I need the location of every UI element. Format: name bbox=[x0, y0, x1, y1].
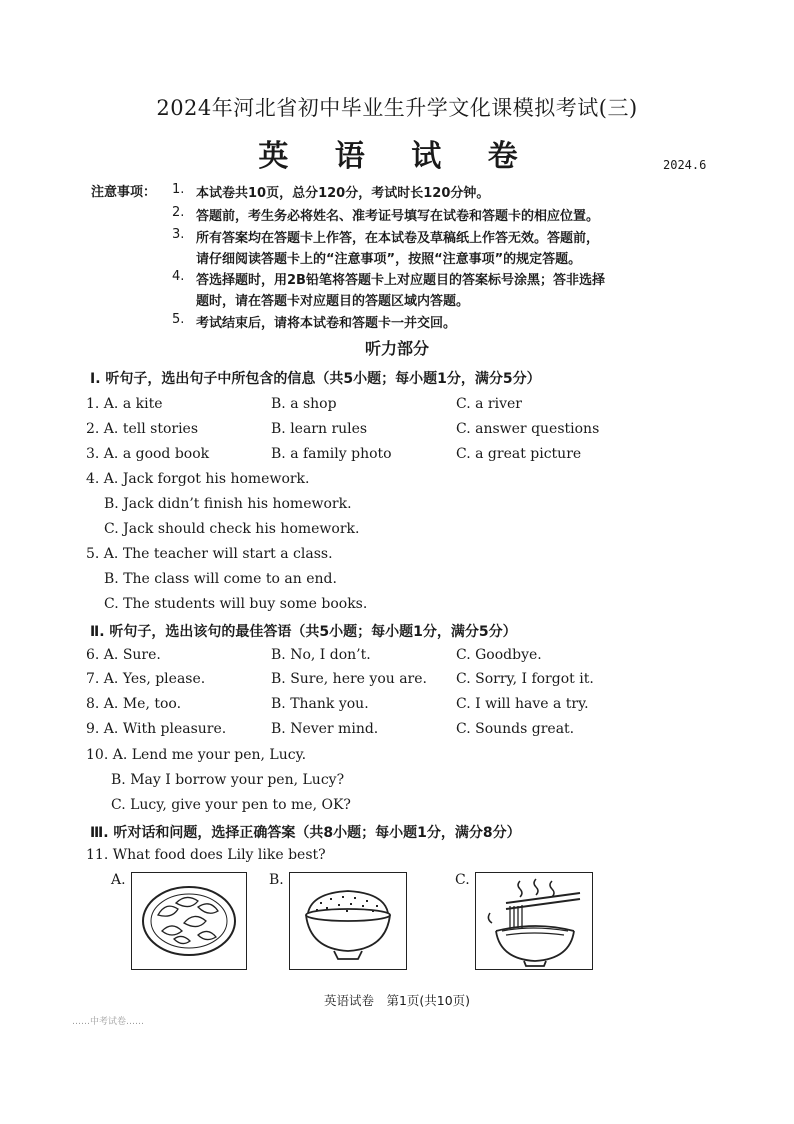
q4-option-a: 4. A. Jack forgot his homework. bbox=[86, 471, 310, 487]
q8-option-c: C. I will have a try. bbox=[456, 696, 589, 712]
q6-option-a: 6. A. Sure. bbox=[86, 647, 161, 663]
notice-label: 注意事项： bbox=[91, 185, 157, 200]
exam-date: 2024.6 bbox=[663, 158, 707, 172]
notice-num-3: 3. bbox=[172, 227, 185, 242]
notice-num-1: 1. bbox=[172, 182, 185, 197]
q9-option-a: 9. A. With pleasure. bbox=[86, 721, 227, 737]
q1-option-c: C. a river bbox=[456, 396, 522, 412]
dumplings-icon bbox=[132, 873, 246, 969]
q5-option-c: C. The students will buy some books. bbox=[104, 596, 368, 612]
notice-item-1: 本试卷共10页，总分120分，考试时长120分钟。 bbox=[196, 186, 490, 201]
paper-subtitle: 英 语 试 卷 bbox=[258, 139, 536, 174]
exam-title: 2024年河北省初中毕业生升学文化课模拟考试(三) bbox=[156, 96, 638, 120]
part-1-heading: Ⅰ. 听句子，选出句子中所包含的信息（共5小题；每小题1分，满分5分） bbox=[90, 371, 541, 387]
q4-option-b: B. Jack didn’t finish his homework. bbox=[104, 496, 352, 512]
notice-item-5: 考试结束后，请将本试卷和答题卡一并交回。 bbox=[196, 316, 457, 331]
q5-option-a: 5. A. The teacher will start a class. bbox=[86, 546, 333, 562]
part-3-heading: Ⅲ. 听对话和问题，选择正确答案（共8小题；每小题1分，满分8分） bbox=[90, 825, 521, 841]
q7-option-b: B. Sure, here you are. bbox=[271, 671, 427, 687]
q3-option-c: C. a great picture bbox=[456, 446, 582, 462]
notice-num-4: 4. bbox=[172, 269, 185, 284]
q11-stem: 11. What food does Lily like best? bbox=[86, 847, 326, 863]
q10-option-c: C. Lucy, give your pen to me, OK? bbox=[111, 797, 351, 813]
notice-item-3-line1: 所有答案均在答题卡上作答，在本试卷及草稿纸上作答无效。答题前， bbox=[196, 231, 600, 246]
q3-option-a: 3. A. a good book bbox=[86, 446, 210, 462]
notice-item-3-line2: 请仔细阅读答题卡上的“注意事项”，按照“注意事项”的规定答题。 bbox=[196, 252, 582, 267]
q10-option-b: B. May I borrow your pen, Lucy? bbox=[111, 772, 345, 788]
rice-bowl-icon bbox=[290, 873, 406, 969]
q2-option-a: 2. A. tell stories bbox=[86, 421, 199, 437]
q11-label-c: C. bbox=[455, 872, 470, 888]
q7-option-a: 7. A. Yes, please. bbox=[86, 671, 206, 687]
section-heading: 听力部分 bbox=[364, 339, 429, 358]
rice-image bbox=[289, 872, 407, 970]
q4-option-c: C. Jack should check his homework. bbox=[104, 521, 360, 537]
q11-label-b: B. bbox=[269, 872, 284, 888]
notice-num-5: 5. bbox=[172, 312, 185, 327]
noodles-bowl-icon bbox=[476, 873, 592, 969]
q10-option-a: 10. A. Lend me your pen, Lucy. bbox=[86, 747, 307, 763]
q1-option-b: B. a shop bbox=[271, 396, 337, 412]
q5-option-b: B. The class will come to an end. bbox=[104, 571, 337, 587]
q2-option-c: C. answer questions bbox=[456, 421, 600, 437]
q7-option-c: C. Sorry, I forgot it. bbox=[456, 671, 594, 687]
q8-option-b: B. Thank you. bbox=[271, 696, 369, 712]
dumplings-image bbox=[131, 872, 247, 970]
q9-option-b: B. Never mind. bbox=[271, 721, 379, 737]
notice-item-4-line2: 题时，请在答题卡对应题目的答题区域内答题。 bbox=[196, 294, 470, 309]
watermark: ……中考试卷…… bbox=[72, 1017, 145, 1027]
notice-num-2: 2. bbox=[172, 205, 185, 220]
notice-item-2: 答题前，考生务必将姓名、准考证号填写在试卷和答题卡的相应位置。 bbox=[196, 209, 600, 224]
q3-option-b: B. a family photo bbox=[271, 446, 392, 462]
q1-option-a: 1. A. a kite bbox=[86, 396, 163, 412]
page-footer: 英语试卷 第1页(共10页) bbox=[323, 993, 471, 1008]
q2-option-b: B. learn rules bbox=[271, 421, 368, 437]
q11-label-a: A. bbox=[111, 872, 126, 888]
notice-item-4-line1: 答选择题时，用2B铅笔将答题卡上对应题目的答案标号涂黑；答非选择 bbox=[196, 273, 605, 288]
q9-option-c: C. Sounds great. bbox=[456, 721, 575, 737]
part-2-heading: Ⅱ. 听句子，选出该句的最佳答语（共5小题；每小题1分，满分5分） bbox=[90, 624, 517, 640]
q6-option-c: C. Goodbye. bbox=[456, 647, 542, 663]
q8-option-a: 8. A. Me, too. bbox=[86, 696, 182, 712]
noodles-image bbox=[475, 872, 593, 970]
q6-option-b: B. No, I don’t. bbox=[271, 647, 371, 663]
